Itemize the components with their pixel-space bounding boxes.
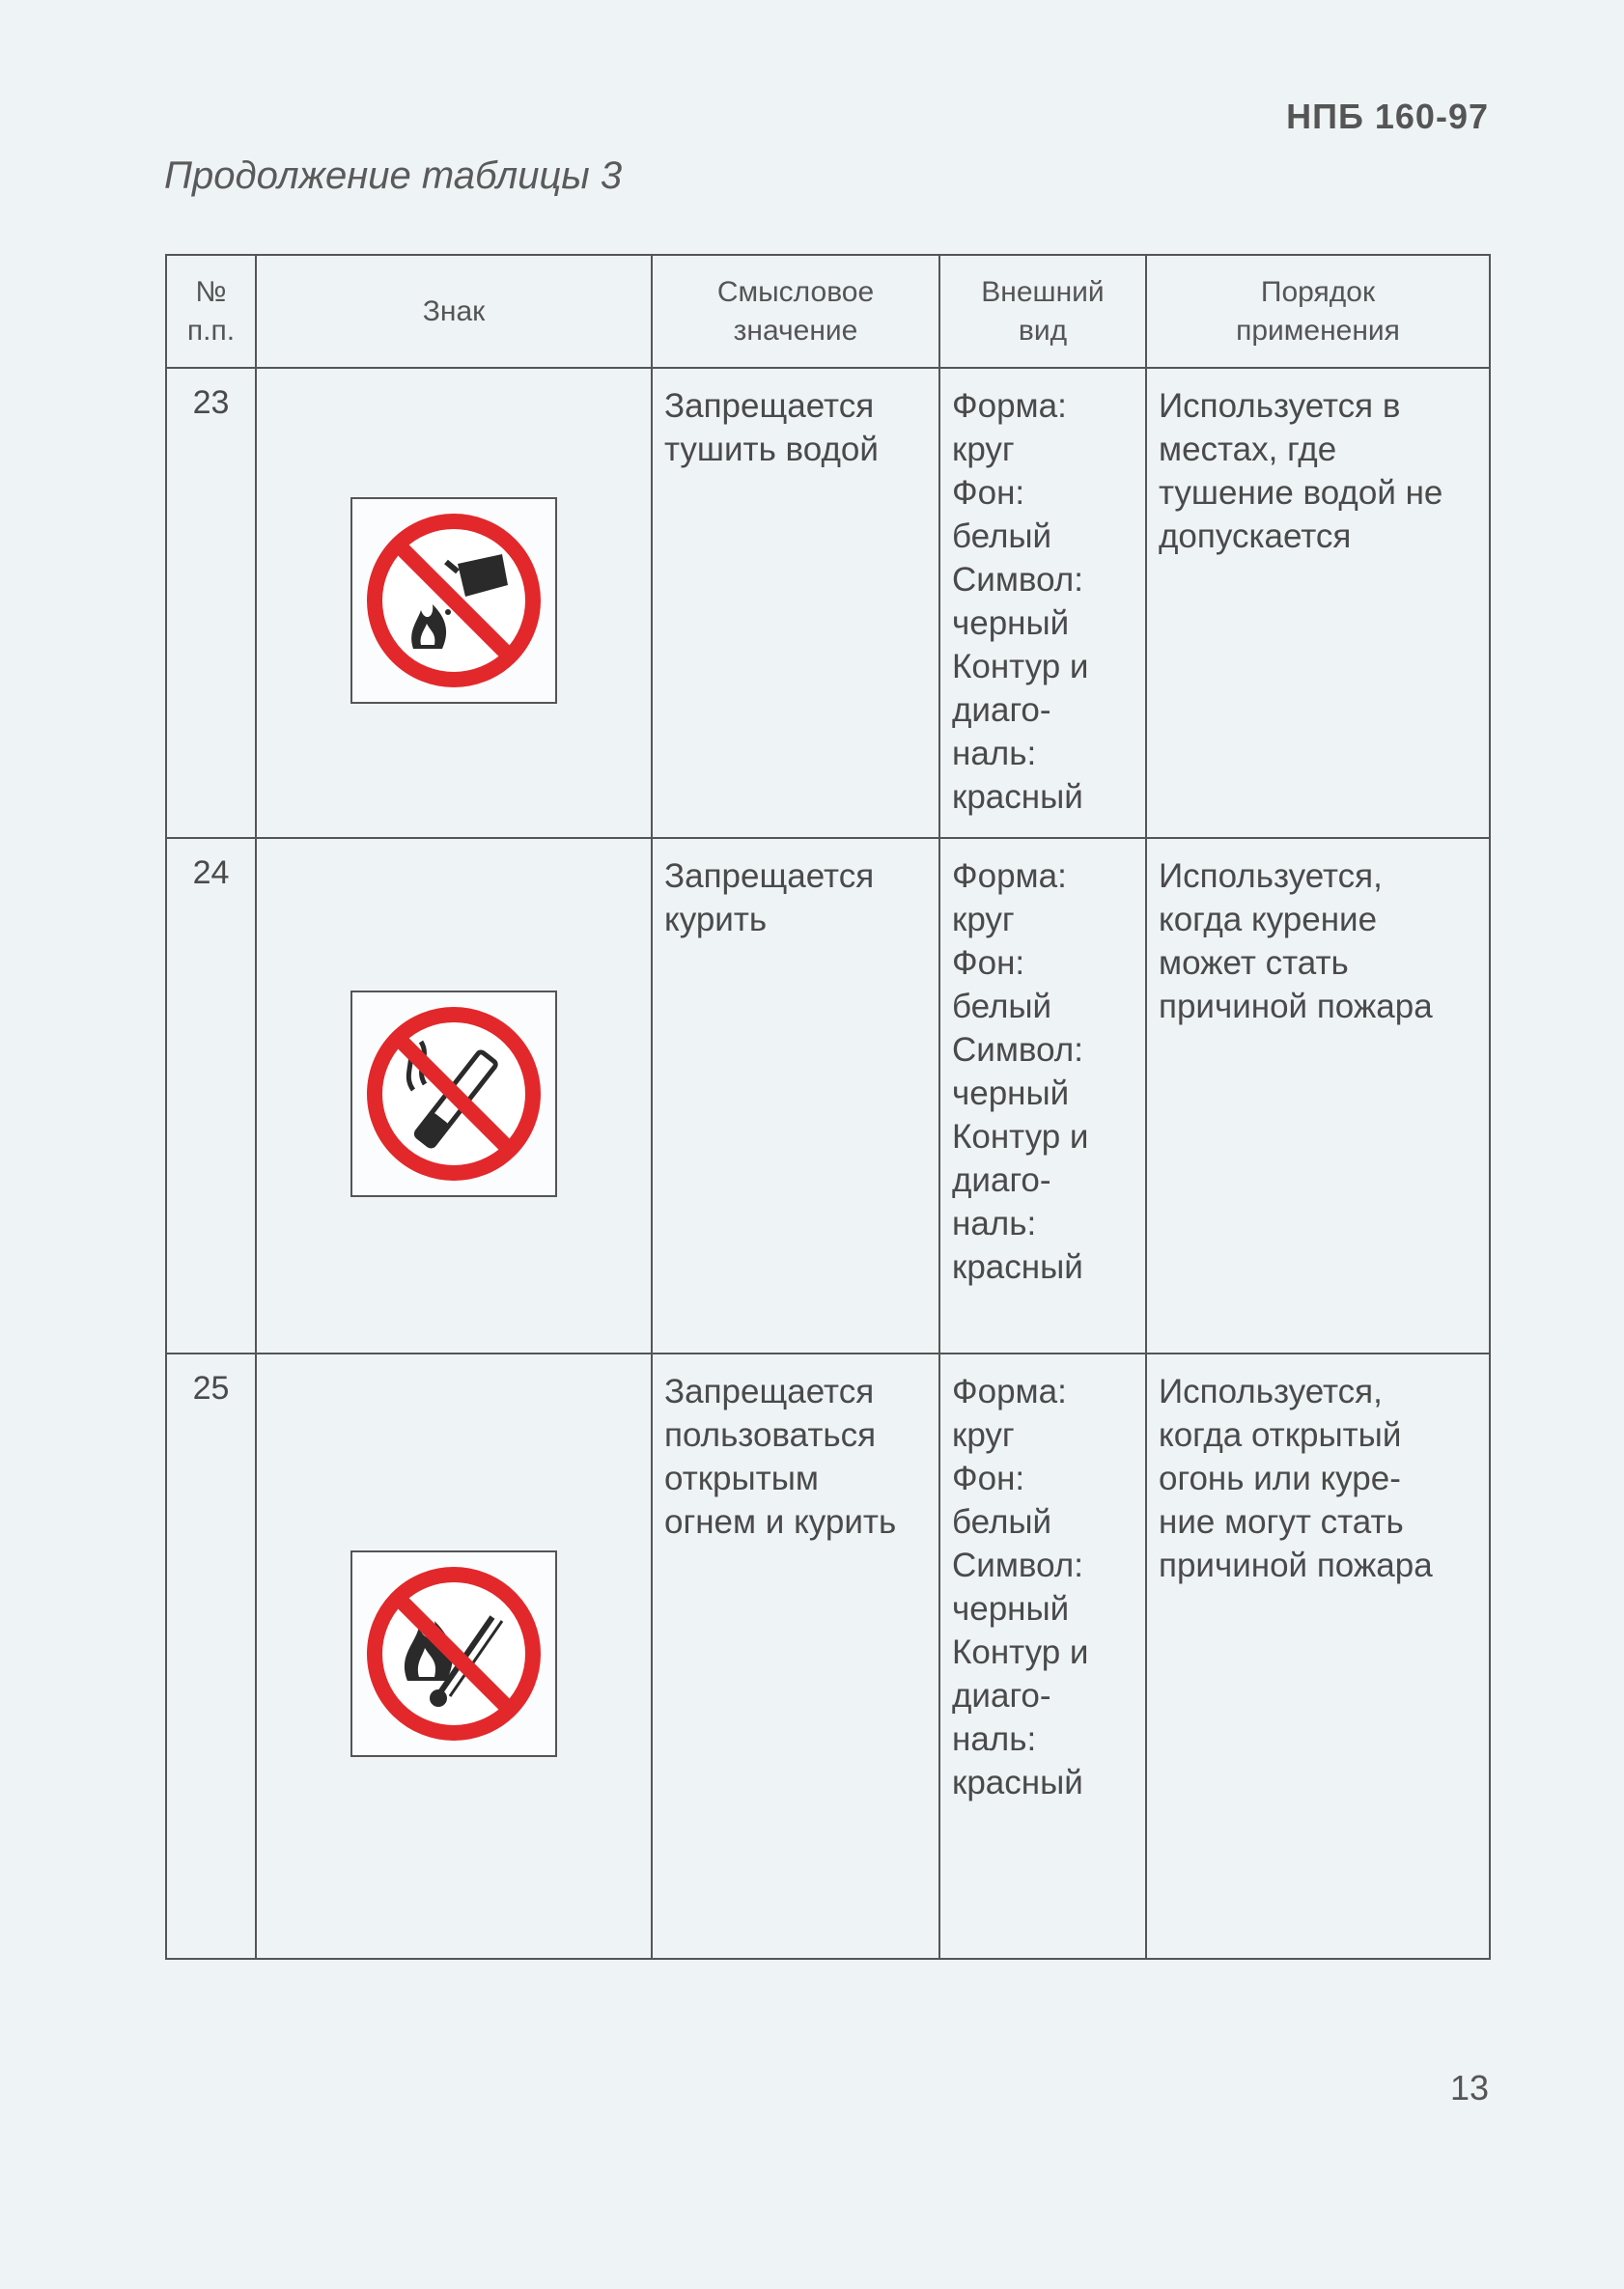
safety-signs-table (165, 254, 1491, 1960)
appearance-cell: Форма: круг Фон: белый Символ: черный Контур и диаго- наль: красный (939, 368, 1146, 838)
no-smoking-icon (350, 991, 557, 1197)
header-usage: Порядок применения (1146, 255, 1490, 368)
no-water-extinguishing-icon (350, 497, 557, 704)
no-open-flame-icon (350, 1550, 557, 1757)
page-number: 13 (1449, 2068, 1489, 2108)
meaning-cell: Запрещается тушить водой (652, 368, 939, 838)
table-caption: Продолжение таблицы 3 (164, 154, 623, 197)
usage-cell: Используется, когда курение может стать причиной пожара (1146, 838, 1490, 1354)
header-meaning: Смысловое значение (652, 255, 939, 368)
meaning-cell: Запрещается курить (652, 838, 939, 1354)
usage-cell: Используется в местах, где тушение водой не допускается (1146, 368, 1490, 838)
sign-cell (256, 1354, 652, 1959)
header-appearance: Внешний вид (939, 255, 1146, 368)
sign-cell (256, 838, 652, 1354)
table-row (166, 368, 1490, 838)
usage-cell: Используется, когда открытый огонь или куре- ние могут стать причиной пожара (1146, 1354, 1490, 1959)
row-number: 23 (166, 368, 256, 838)
table-row (166, 1354, 1490, 1959)
header-num: № п.п. (166, 255, 256, 368)
header-sign: Знак (256, 255, 652, 368)
table-row (166, 838, 1490, 1354)
meaning-cell: Запрещается пользоваться открытым огнем и курить (652, 1354, 939, 1959)
appearance-cell: Форма: круг Фон: белый Символ: черный Контур и диаго- наль: красный (939, 1354, 1146, 1959)
appearance-cell: Форма: круг Фон: белый Символ: черный Контур и диаго- наль: красный (939, 838, 1146, 1354)
sign-cell (256, 368, 652, 838)
row-number: 25 (166, 1354, 256, 1959)
table-header-row (166, 255, 1490, 368)
document-code: НПБ 160-97 (1286, 97, 1489, 136)
row-number: 24 (166, 838, 256, 1354)
